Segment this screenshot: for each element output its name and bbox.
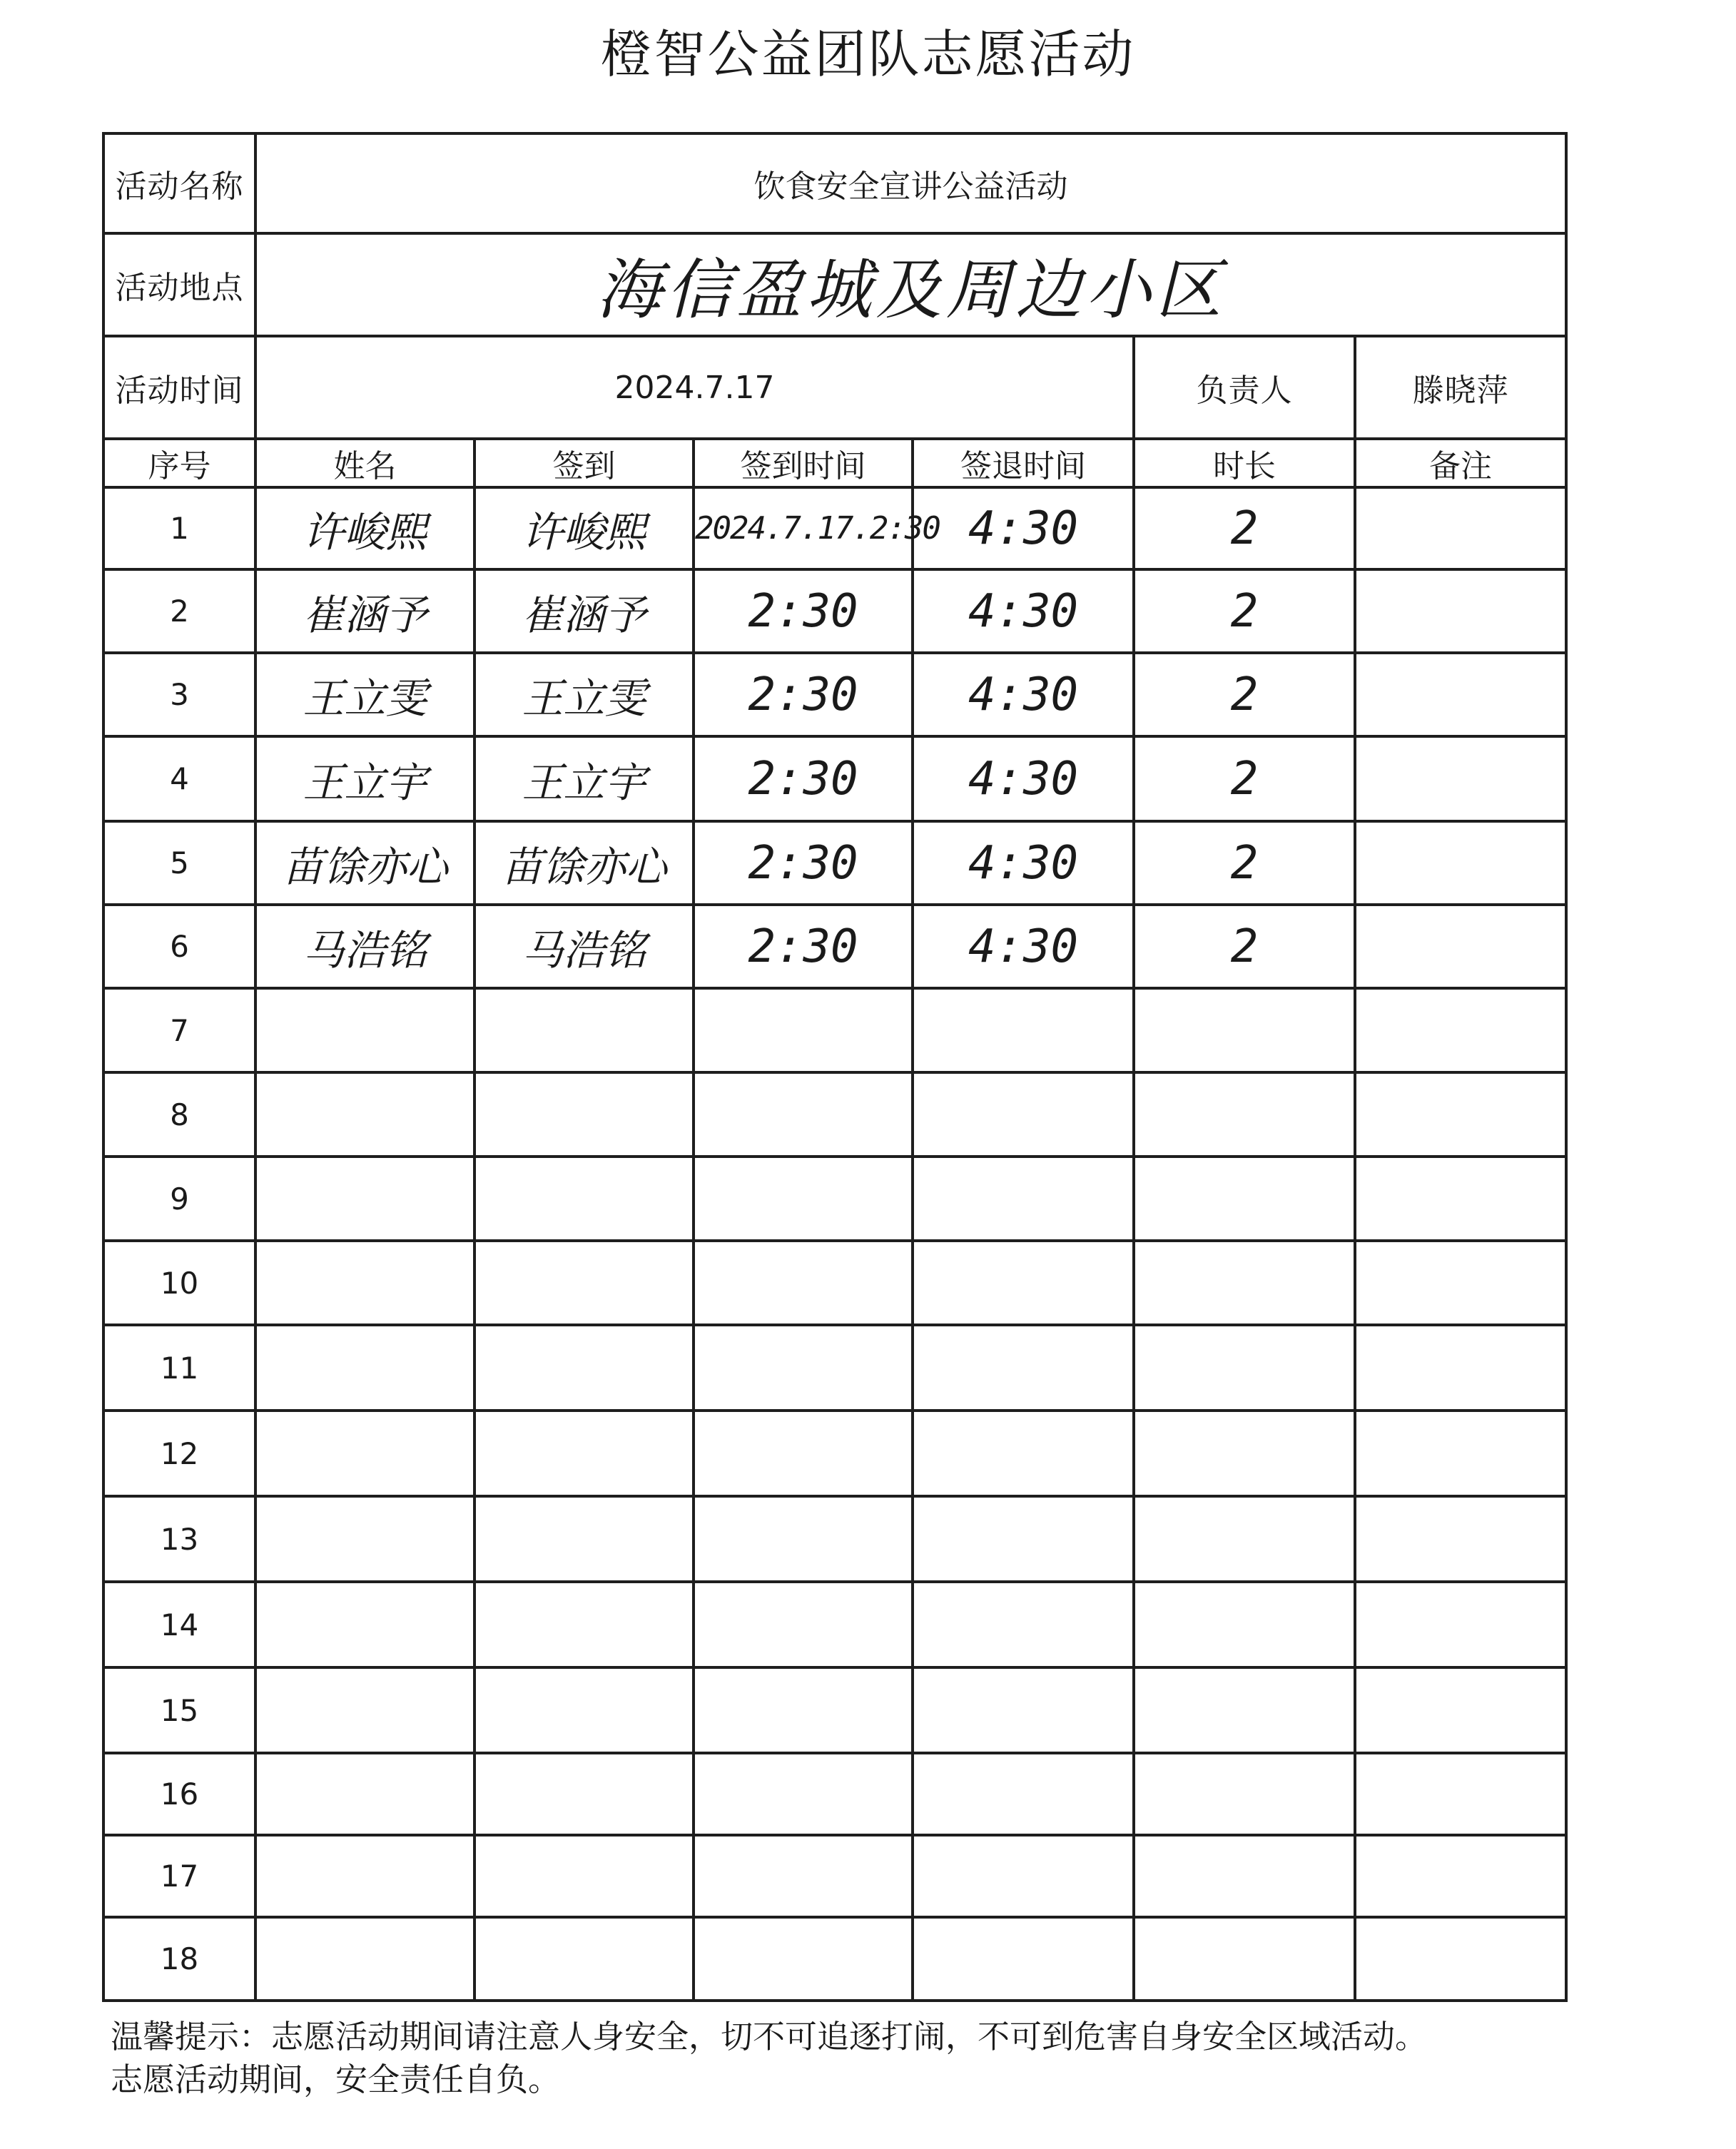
- duration-hours: 2: [1134, 821, 1355, 905]
- checkout-time: 4:30: [913, 736, 1134, 821]
- duration-hours: 2: [1134, 736, 1355, 821]
- activity-name-value: 饮食安全宣讲公益活动: [255, 133, 1566, 233]
- row-number: 6: [103, 905, 255, 988]
- checkout-time: [913, 1072, 1134, 1157]
- note: [1355, 1157, 1566, 1241]
- volunteer-signature: [474, 1753, 694, 1835]
- checkout-time: [913, 1753, 1134, 1835]
- note: [1355, 569, 1566, 653]
- checkin-time: [694, 1917, 913, 2001]
- column-header-row: [103, 439, 1566, 487]
- row-number: 12: [103, 1411, 255, 1496]
- table-row: [103, 1496, 1566, 1582]
- checkin-time: 2:30: [694, 736, 913, 821]
- duration-hours: [1134, 1917, 1355, 2001]
- checkin-time: [694, 1753, 913, 1835]
- leader-value: 滕晓萍: [1355, 336, 1566, 439]
- checkin-time: [694, 1325, 913, 1411]
- row-number: 17: [103, 1835, 255, 1917]
- volunteer-signature: 苗馀亦心: [474, 821, 694, 905]
- checkout-time: [913, 988, 1134, 1072]
- volunteer-signature: [474, 1241, 694, 1325]
- duration-hours: 2: [1134, 487, 1355, 569]
- note: [1355, 487, 1566, 569]
- checkin-time: [694, 988, 913, 1072]
- note: [1355, 1917, 1566, 2001]
- duration-hours: [1134, 1753, 1355, 1835]
- checkout-time: [913, 1667, 1134, 1753]
- checkout-time: [913, 1325, 1134, 1411]
- row-number: 5: [103, 821, 255, 905]
- checkin-time: 2:30: [694, 569, 913, 653]
- checkin-time: [694, 1157, 913, 1241]
- note: [1355, 1241, 1566, 1325]
- column-header-name: 姓名: [255, 439, 474, 487]
- safety-notice-line-2: 志愿活动期间，安全责任自负。: [111, 2061, 561, 2098]
- volunteer-name: 王立雯: [255, 653, 474, 736]
- row-number: 18: [103, 1917, 255, 2001]
- table-row: [103, 736, 1566, 821]
- volunteer-name: 苗馀亦心: [255, 821, 474, 905]
- volunteer-name: [255, 1917, 474, 2001]
- note: [1355, 1496, 1566, 1582]
- checkout-time: [913, 1835, 1134, 1917]
- row-number: 1: [103, 487, 255, 569]
- duration-hours: [1134, 1072, 1355, 1157]
- volunteer-signature: 王立雯: [474, 653, 694, 736]
- duration-hours: 2: [1134, 653, 1355, 736]
- table-row: [103, 1753, 1566, 1835]
- activity-time-label: 活动时间: [103, 336, 255, 439]
- activity-time-value: 2024.7.17: [255, 336, 1134, 439]
- checkin-time: 2024.7.17.2:30: [694, 487, 913, 569]
- checkout-time: [913, 1496, 1134, 1582]
- checkout-time: 4:30: [913, 821, 1134, 905]
- checkin-time: [694, 1835, 913, 1917]
- volunteer-name: [255, 1496, 474, 1582]
- row-number: 16: [103, 1753, 255, 1835]
- checkout-time: [913, 1411, 1134, 1496]
- checkout-time: 4:30: [913, 487, 1134, 569]
- duration-hours: 2: [1134, 905, 1355, 988]
- volunteer-signature: 许峻熙: [474, 487, 694, 569]
- activity-place-row: [103, 233, 1566, 336]
- note: [1355, 1072, 1566, 1157]
- row-number: 14: [103, 1582, 255, 1667]
- row-number: 3: [103, 653, 255, 736]
- volunteer-name: [255, 1411, 474, 1496]
- table-row: [103, 821, 1566, 905]
- duration-hours: [1134, 1157, 1355, 1241]
- checkin-time: [694, 1241, 913, 1325]
- duration-hours: [1134, 1835, 1355, 1917]
- table-row: [103, 569, 1566, 653]
- column-header-checkin-time: 签到时间: [694, 439, 913, 487]
- note: [1355, 1835, 1566, 1917]
- table-row: [103, 1582, 1566, 1667]
- duration-hours: [1134, 1411, 1355, 1496]
- volunteer-name: [255, 1835, 474, 1917]
- checkin-time: [694, 1411, 913, 1496]
- safety-notice-line-1: 温馨提示：志愿活动期间请注意人身安全，切不可追逐打闹，不可到危害自身安全区域活动。: [111, 2018, 1428, 2056]
- duration-hours: [1134, 1667, 1355, 1753]
- table-row: [103, 988, 1566, 1072]
- volunteer-signature: 马浩铭: [474, 905, 694, 988]
- checkin-time: 2:30: [694, 653, 913, 736]
- volunteer-signin-table: [102, 132, 1568, 2002]
- checkout-time: [913, 1157, 1134, 1241]
- leader-label: 负责人: [1134, 336, 1355, 439]
- table-row: [103, 1325, 1566, 1411]
- document-title: 橙智公益团队志愿活动: [600, 24, 1136, 84]
- row-number: 2: [103, 569, 255, 653]
- table-row: [103, 653, 1566, 736]
- volunteer-signature: [474, 1835, 694, 1917]
- volunteer-signature: [474, 1582, 694, 1667]
- note: [1355, 905, 1566, 988]
- note: [1355, 1582, 1566, 1667]
- volunteer-signature: [474, 1157, 694, 1241]
- volunteer-name: [255, 1241, 474, 1325]
- volunteer-name: [255, 1072, 474, 1157]
- volunteer-signature: [474, 1411, 694, 1496]
- column-header-note: 备注: [1355, 439, 1566, 487]
- table-row: [103, 1835, 1566, 1917]
- safety-notice: [111, 2016, 1680, 2101]
- volunteer-signature: 王立宇: [474, 736, 694, 821]
- table-row: [103, 1157, 1566, 1241]
- volunteer-signature: [474, 1072, 694, 1157]
- volunteer-signature: [474, 1325, 694, 1411]
- note: [1355, 653, 1566, 736]
- volunteer-signature: [474, 1667, 694, 1753]
- table-row: [103, 487, 1566, 569]
- duration-hours: [1134, 988, 1355, 1072]
- activity-name-row: [103, 133, 1566, 233]
- table-row: [103, 1072, 1566, 1157]
- volunteer-name: [255, 1753, 474, 1835]
- volunteer-name: 王立宇: [255, 736, 474, 821]
- note: [1355, 1667, 1566, 1753]
- duration-hours: [1134, 1582, 1355, 1667]
- row-number: 9: [103, 1157, 255, 1241]
- column-header-duration: 时长: [1134, 439, 1355, 487]
- note: [1355, 1325, 1566, 1411]
- row-number: 10: [103, 1241, 255, 1325]
- checkin-time: 2:30: [694, 905, 913, 988]
- checkin-time: [694, 1582, 913, 1667]
- table-row: [103, 1411, 1566, 1496]
- volunteer-signature: 崔涵予: [474, 569, 694, 653]
- checkout-time: 4:30: [913, 905, 1134, 988]
- row-number: 11: [103, 1325, 255, 1411]
- volunteer-signature: [474, 988, 694, 1072]
- volunteer-name: [255, 1667, 474, 1753]
- row-number: 15: [103, 1667, 255, 1753]
- checkin-time: [694, 1667, 913, 1753]
- activity-place-value: 海信盈城及周边小区: [255, 233, 1566, 336]
- activity-place-label: 活动地点: [103, 233, 255, 336]
- row-number: 13: [103, 1496, 255, 1582]
- volunteer-name: [255, 1325, 474, 1411]
- note: [1355, 1411, 1566, 1496]
- activity-name-label: 活动名称: [103, 133, 255, 233]
- checkin-time: [694, 1496, 913, 1582]
- checkout-time: [913, 1582, 1134, 1667]
- volunteer-name: 崔涵予: [255, 569, 474, 653]
- note: [1355, 736, 1566, 821]
- volunteer-name: 许峻熙: [255, 487, 474, 569]
- note: [1355, 1753, 1566, 1835]
- activity-time-row: [103, 336, 1566, 439]
- row-number: 7: [103, 988, 255, 1072]
- checkout-time: 4:30: [913, 653, 1134, 736]
- volunteer-name: [255, 988, 474, 1072]
- volunteer-name: [255, 1582, 474, 1667]
- checkin-time: 2:30: [694, 821, 913, 905]
- duration-hours: [1134, 1325, 1355, 1411]
- column-header-sign: 签到: [474, 439, 694, 487]
- note: [1355, 988, 1566, 1072]
- checkout-time: 4:30: [913, 569, 1134, 653]
- volunteer-signature: [474, 1496, 694, 1582]
- checkout-time: [913, 1241, 1134, 1325]
- table-row: [103, 1917, 1566, 2001]
- duration-hours: 2: [1134, 569, 1355, 653]
- row-number: 8: [103, 1072, 255, 1157]
- volunteer-name: [255, 1157, 474, 1241]
- table-row: [103, 905, 1566, 988]
- volunteer-signature: [474, 1917, 694, 2001]
- column-header-checkout-time: 签退时间: [913, 439, 1134, 487]
- duration-hours: [1134, 1241, 1355, 1325]
- duration-hours: [1134, 1496, 1355, 1582]
- checkin-time: [694, 1072, 913, 1157]
- table-row: [103, 1667, 1566, 1753]
- column-header-no: 序号: [103, 439, 255, 487]
- checkout-time: [913, 1917, 1134, 2001]
- note: [1355, 821, 1566, 905]
- row-number: 4: [103, 736, 255, 821]
- table-row: [103, 1241, 1566, 1325]
- volunteer-name: 马浩铭: [255, 905, 474, 988]
